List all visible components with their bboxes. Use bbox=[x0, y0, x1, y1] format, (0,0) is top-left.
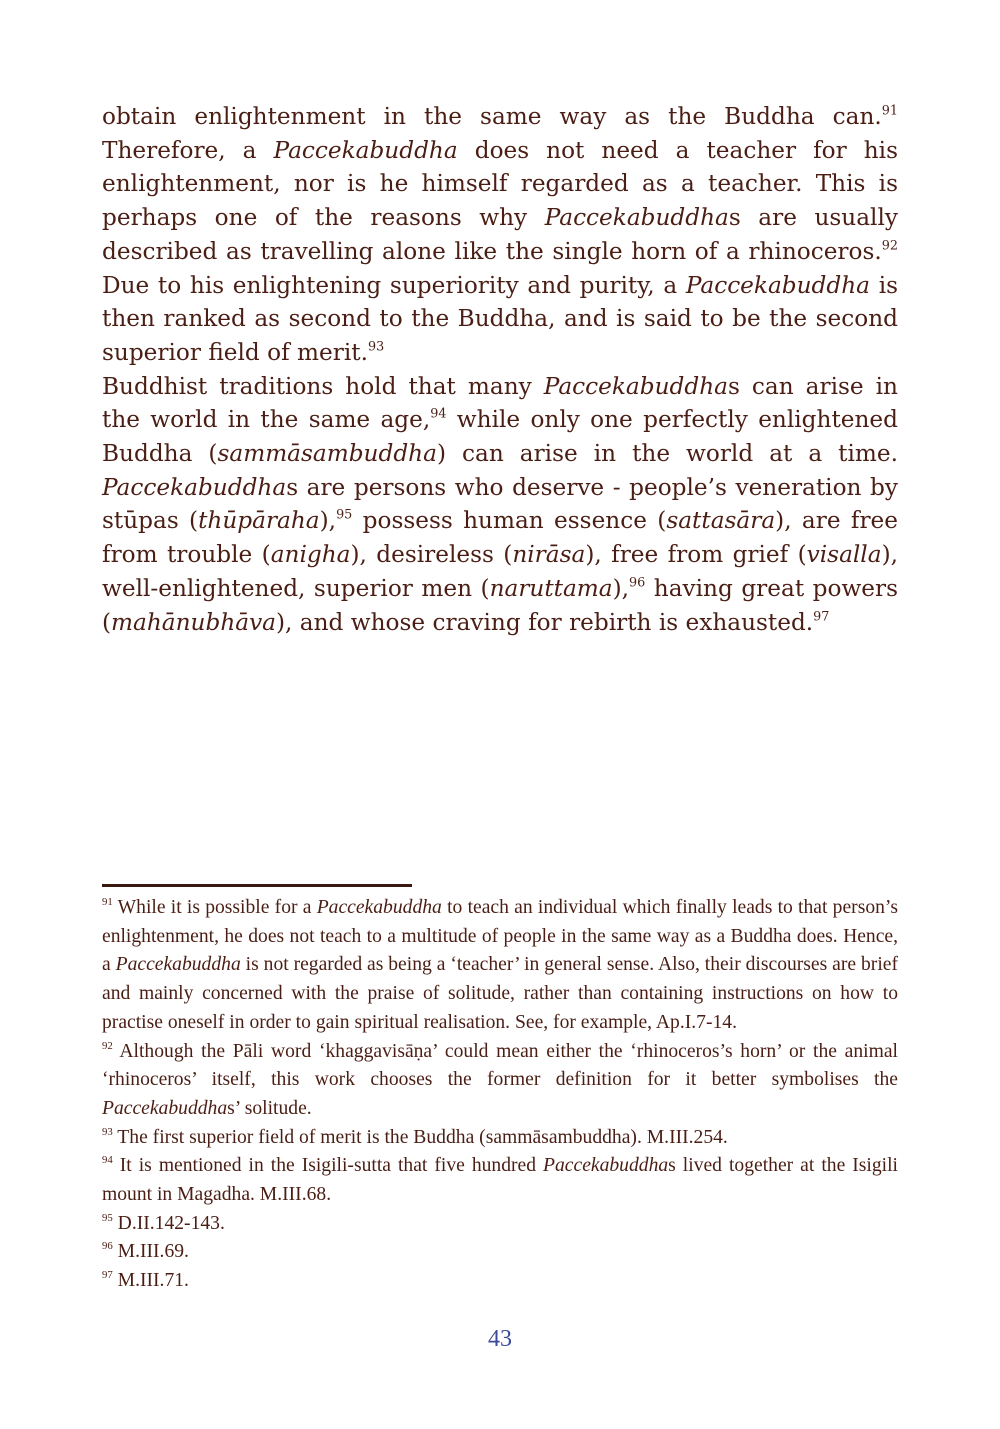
footnote-number: 92 bbox=[102, 1039, 113, 1052]
footnote-text: The first superior field of merit is the Buddha (sammāsambuddha). M.III.254. bbox=[112, 1126, 728, 1148]
footnote-97 bbox=[102, 1267, 898, 1296]
pali-term: anigha bbox=[270, 541, 351, 569]
footnote-92 bbox=[102, 1038, 898, 1124]
pali-term: Paccekabuddha bbox=[115, 954, 241, 976]
pali-term: Paccekabuddha bbox=[273, 136, 458, 164]
footnote-text: s’ solitude. bbox=[227, 1097, 312, 1119]
footnote-text: Although the Pāli word ‘khaggavisāṇa’ could mean either the ‘rhinoceros’s horn’ or the animal ‘rhinoceros’ itself, this work chooses the former definition for it better symbolises the bbox=[102, 1040, 898, 1091]
pali-term: Paccekabuddha bbox=[544, 204, 729, 232]
footnote-96 bbox=[102, 1238, 898, 1267]
pali-term: Paccekabuddha bbox=[685, 271, 871, 299]
text-run: while only one perfectly enlightened Buddha ( bbox=[102, 406, 898, 468]
body-text bbox=[102, 100, 898, 639]
paragraph-1 bbox=[102, 100, 898, 370]
footnote-ref-97[interactable]: 97 bbox=[813, 608, 830, 624]
text-run: s are usually described as travelling alone like the single horn of a rhinoceros. bbox=[102, 204, 898, 265]
footnote-number: 91 bbox=[102, 895, 113, 908]
text-run: s are persons who deserve - people’s veneration by stūpas ( bbox=[102, 473, 898, 535]
pali-term: naruttama bbox=[489, 574, 613, 602]
footnote-ref-91[interactable]: 91 bbox=[881, 103, 898, 119]
footnote-94 bbox=[102, 1152, 898, 1209]
pali-term: Paccekabuddha bbox=[543, 1155, 669, 1177]
footnote-ref-92[interactable]: 92 bbox=[881, 238, 898, 254]
footnote-number: 97 bbox=[102, 1269, 113, 1282]
footnote-ref-95[interactable]: 95 bbox=[336, 507, 353, 523]
text-run: ), desireless ( bbox=[350, 541, 513, 569]
pali-term: visalla bbox=[806, 541, 882, 569]
text-run: ), and whose craving for rebirth is exhausted. bbox=[276, 608, 814, 636]
paragraph-2 bbox=[102, 370, 898, 640]
text-run: ), well-enlightened, superior men ( bbox=[102, 541, 898, 602]
footnote-number: 94 bbox=[102, 1154, 113, 1167]
text-run: Due to his enlightening superiority and purity, a bbox=[102, 271, 686, 299]
footnote-divider bbox=[102, 884, 412, 887]
footnote-text: to teach an individual which finally leads to that person’s enlightenment, he does not teach to a multitude of people in the same way as a Buddha does. Hence, a bbox=[102, 897, 898, 976]
footnote-number: 93 bbox=[102, 1125, 113, 1138]
text-run: possess human essence ( bbox=[352, 507, 667, 535]
pali-term: Paccekabuddha bbox=[316, 897, 442, 918]
footnote-95 bbox=[102, 1210, 898, 1239]
pali-term: Paccekabuddha bbox=[102, 473, 287, 501]
footnotes bbox=[102, 894, 898, 1296]
footnote-text: M.III.71. bbox=[112, 1270, 189, 1292]
footnote-ref-93[interactable]: 93 bbox=[367, 339, 385, 355]
pali-term: sammāsambuddha bbox=[217, 440, 437, 468]
text-run: having great powers ( bbox=[102, 574, 898, 636]
text-run: does not need a teacher for his enlightenment, nor is he himself regarded as a teacher. This is perhaps one of the reasons why bbox=[102, 136, 898, 232]
pali-term: Paccekabuddha bbox=[543, 372, 728, 400]
text-run: ), are free from trouble ( bbox=[102, 507, 898, 569]
pali-term: sattasāra bbox=[666, 507, 776, 535]
page-number: 43 bbox=[488, 1326, 512, 1352]
text-run: s can arise in the world in the same age, bbox=[102, 372, 898, 434]
footnote-number: 96 bbox=[102, 1240, 113, 1253]
footnote-text: It is mentioned in the Isigili-sutta that five hundred bbox=[112, 1155, 544, 1177]
footnote-ref-96[interactable]: 96 bbox=[629, 575, 646, 591]
text-run: ), bbox=[612, 574, 630, 602]
text-run: ), bbox=[319, 507, 337, 535]
pali-term: thūpāraha bbox=[198, 507, 320, 535]
footnote-number: 95 bbox=[102, 1211, 113, 1224]
pali-term: mahānubhāva bbox=[111, 608, 277, 636]
text-run: Therefore, a bbox=[102, 136, 274, 164]
main-body bbox=[102, 100, 898, 639]
footnote-text: is not regarded as being a ‘teacher’ in general sense. Also, their discourses are brief and mainly concerned with the praise of solitude, rather than containing instructions on how to practise oneself in order to gain spiritual realisation. See, for example, Ap.I.7-14. bbox=[102, 954, 898, 1033]
footnote-91 bbox=[102, 894, 898, 1038]
footnote-ref-94[interactable]: 94 bbox=[430, 406, 447, 422]
text-run: is then ranked as second to the Buddha, and is said to be the second superior field of merit. bbox=[102, 271, 899, 366]
footnote-text: s lived together at the Isigili mount in Magadha. M.III.68. bbox=[102, 1155, 898, 1206]
footnote-text: While it is possible for a bbox=[112, 897, 317, 918]
footnote-text: M.III.69. bbox=[112, 1241, 189, 1263]
text-run: ), free from grief ( bbox=[585, 541, 807, 569]
text-run: Buddhist traditions hold that many bbox=[102, 372, 544, 400]
pali-term: Paccekabuddha bbox=[102, 1097, 228, 1119]
text-run: ) can arise in the world at a time. bbox=[436, 440, 898, 468]
text-run: obtain enlightenment in the same way as the Buddha can. bbox=[102, 103, 882, 130]
footnote-93 bbox=[102, 1124, 898, 1153]
footnote-text: D.II.142-143. bbox=[112, 1212, 225, 1234]
pali-term: nirāsa bbox=[512, 541, 586, 569]
